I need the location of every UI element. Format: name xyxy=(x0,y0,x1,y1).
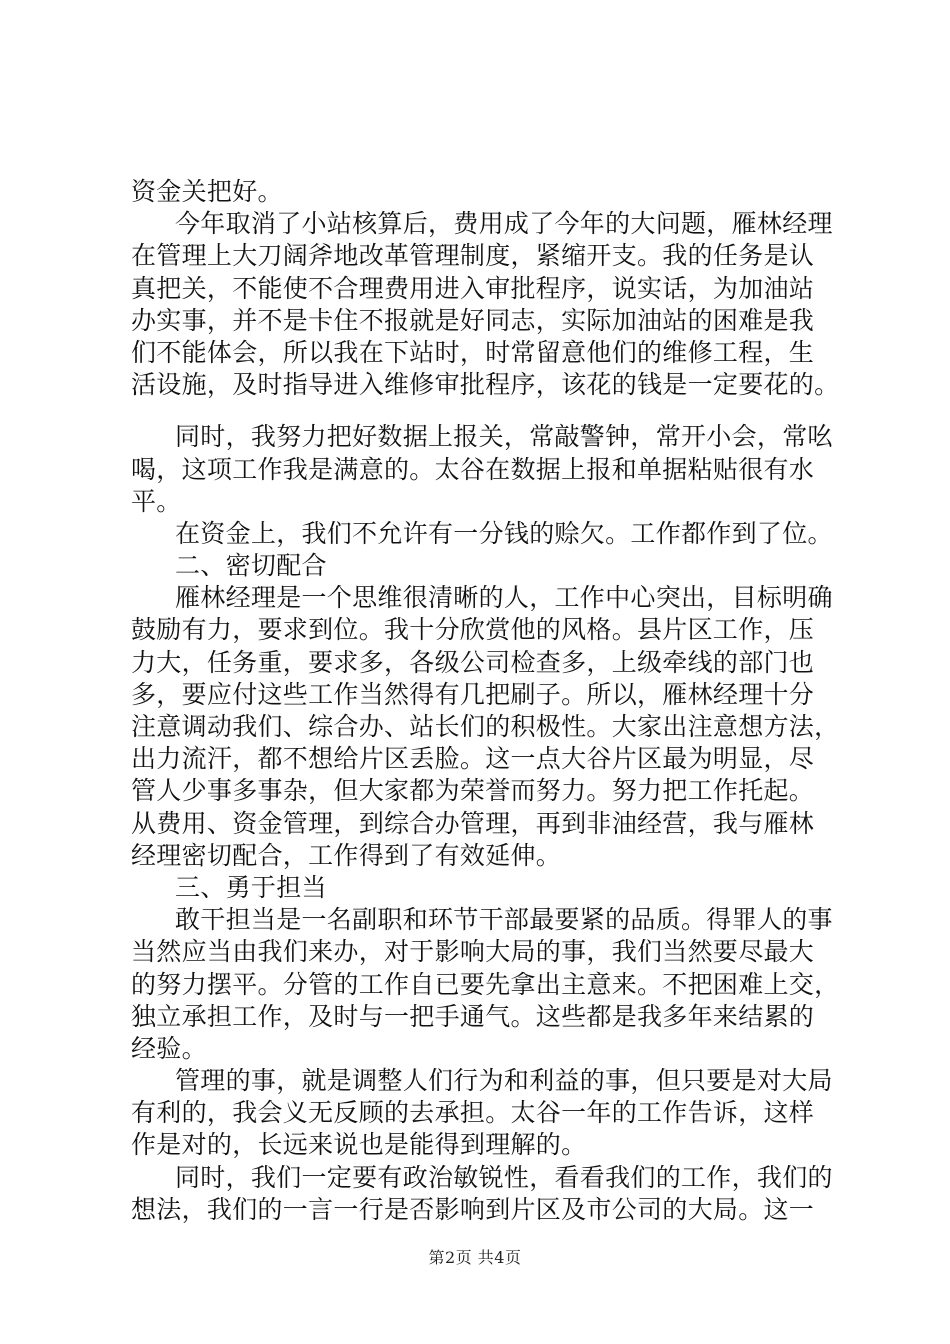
text-line: 在管理上大刀阔斧地改革管理制度，紧缩开支。我的任务是认 xyxy=(131,241,815,271)
text-line: 雁林经理是一个思维很清晰的人，工作中心突出，目标明确 xyxy=(175,583,833,613)
text-line: 经理密切配合，工作得到了有效延伸。 xyxy=(131,840,562,870)
text-line: 作是对的，长远来说也是能得到理解的。 xyxy=(131,1130,587,1160)
text-line: 活设施，及时指导进入维修审批程序，该花的钱是一定要花的。 xyxy=(131,370,840,400)
text-line: 真把关，不能使不合理费用进入审批程序，说实话，为加油站 xyxy=(131,273,815,303)
text-line: 资金关把好。 xyxy=(131,177,283,206)
body-text xyxy=(131,176,841,1226)
text-line: 注意调动我们、综合办、站长们的积极性。大家出注意想方法， xyxy=(131,712,840,741)
text-line: 管理的事，就是调整人们行为和利益的事，但只要是对大局 xyxy=(175,1066,833,1096)
page-number-footer: 第2页 共4页 xyxy=(428,1248,522,1267)
text-line: 同时，我们一定要有政治敏锐性，看看我们的工作，我们的 xyxy=(175,1162,833,1192)
text-line: 办实事，并不是卡住不报就是好同志，实际加油站的困难是我 xyxy=(131,305,815,335)
text-line: 今年取消了小站核算后，费用成了今年的大问题，雁林经理 xyxy=(175,209,833,239)
text-line: 在资金上，我们不允许有一分钱的赊欠。工作都作到了位。 xyxy=(175,518,833,548)
text-line: 鼓励有力，要求到位。我十分欣赏他的风格。县片区工作，压 xyxy=(131,615,815,645)
text-line: 同时，我努力把好数据上报关，常敲警钟，常开小会，常吆 xyxy=(175,422,833,452)
text-line: 当然应当由我们来办，对于影响大局的事，我们当然要尽最大 xyxy=(131,937,815,967)
text-line: 独立承担工作，及时与一把手通气。这些都是我多年来结累的 xyxy=(131,1001,815,1031)
text-line: 管人少事多事杂，但大家都为荣誉而努力。努力把工作托起。 xyxy=(131,776,815,806)
text-line: 出力流汗，都不想给片区丢脸。这一点大谷片区最为明显，尽 xyxy=(131,744,815,774)
text-line: 经验。 xyxy=(131,1033,207,1063)
text-line: 敢干担当是一名副职和环节干部最要紧的品质。得罪人的事 xyxy=(175,905,833,935)
text-line: 多，要应付这些工作当然得有几把刷子。所以，雁林经理十分 xyxy=(131,679,815,709)
text-line: 从费用、资金管理，到综合办管理，再到非油经营，我与雁林 xyxy=(131,808,815,838)
text-line: 力大，任务重，要求多，各级公司检查多，上级牵线的部门也 xyxy=(131,647,815,677)
text-line: 有利的，我会义无反顾的去承担。太谷一年的工作告诉，这样 xyxy=(131,1098,815,1128)
text-line: 想法，我们的一言一行是否影响到片区及市公司的大局。这一 xyxy=(131,1194,815,1224)
section-heading: 三、勇于担当 xyxy=(175,872,327,902)
text-line: 平。 xyxy=(131,486,182,516)
section-heading: 二、密切配合 xyxy=(175,551,327,581)
text-line: 的努力摆平。分管的工作自已要先拿出主意来。不把困难上交， xyxy=(131,969,840,999)
text-line: 们不能体会，所以我在下站时，时常留意他们的维修工程，生 xyxy=(131,337,815,367)
text-line: 喝，这项工作我是满意的。太谷在数据上报和单据粘贴很有水 xyxy=(131,454,815,484)
